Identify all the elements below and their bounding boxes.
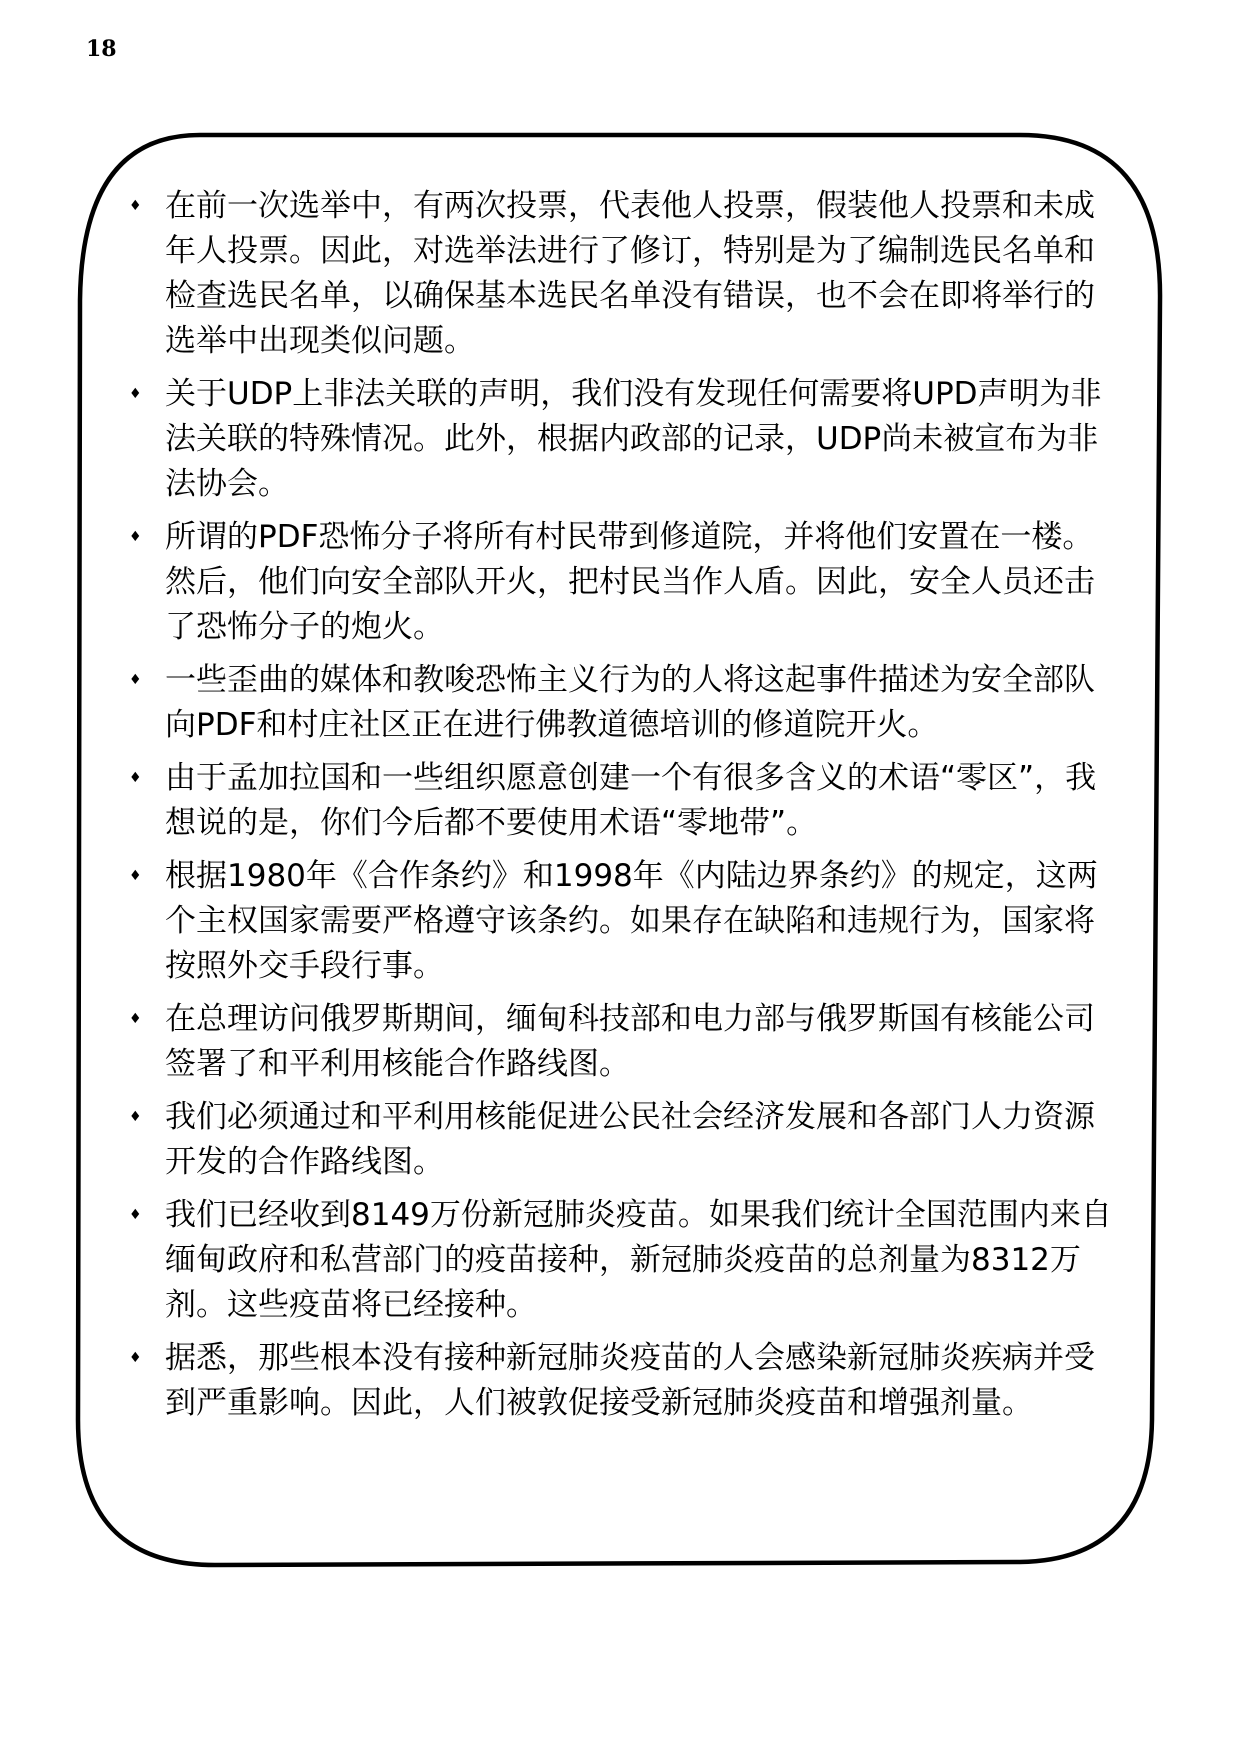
list-item-text: 在总理访问俄罗斯期间，缅甸科技部和电力部与俄罗斯国有核能公司签署了和平利用核能合作路线图。: [165, 1001, 1095, 1082]
bullet-marker: ♦: [129, 1011, 142, 1027]
list-item: [125, 1095, 1115, 1185]
list-item: [125, 1193, 1115, 1328]
list-item: [125, 997, 1115, 1087]
list-item: [125, 184, 1115, 364]
list-item: [125, 854, 1115, 989]
list-item: [125, 1336, 1115, 1426]
bullet-marker: ♦: [129, 770, 142, 786]
list-item-text: 一些歪曲的媒体和教唆恐怖主义行为的人将这起事件描述为安全部队向PDF和村庄社区正在进行佛教道德培训的修道院开火。: [165, 662, 1095, 743]
list-item-text: 所谓的PDF恐怖分子将所有村民带到修道院，并将他们安置在一楼。然后，他们向安全部队开火，把村民当作人盾。因此，安全人员还击了恐怖分子的炮火。: [165, 519, 1095, 645]
list-item: [125, 372, 1115, 507]
list-item-text: 根据1980年《合作条约》和1998年《内陆边界条约》的规定，这两个主权国家需要严格遵守该条约。如果存在缺陷和违规行为，国家将按照外交手段行事。: [165, 858, 1098, 984]
bullet-marker: ♦: [129, 386, 142, 402]
bullet-marker: ♦: [129, 672, 142, 688]
list-item-text: 我们已经收到8149万份新冠肺炎疫苗。如果我们统计全国范围内来自缅甸政府和私营部门的疫苗接种，新冠肺炎疫苗的总剂量为8312万剂。这些疫苗将已经接种。: [165, 1197, 1112, 1323]
bullet-marker: ♦: [129, 1350, 142, 1366]
list-item: [125, 515, 1115, 650]
list-item: [125, 658, 1115, 748]
bullet-list: [125, 184, 1115, 1434]
list-item-text: 由于孟加拉国和一些组织愿意创建一个有很多含义的术语“零区”，我想说的是，你们今后都不要使用术语“零地带”。: [165, 760, 1097, 841]
list-item-text: 我们必须通过和平利用核能促进公民社会经济发展和各部门人力资源开发的合作路线图。: [165, 1099, 1095, 1180]
list-item-text: 在前一次选举中，有两次投票，代表他人投票，假装他人投票和未成年人投票。因此，对选举法进行了修订，特别是为了编制选民名单和检查选民名单，以确保基本选民名单没有错误，也不会在即将举行的选举中出现类似问题。: [165, 188, 1095, 359]
bullet-marker: ♦: [129, 868, 142, 884]
page-number: 18: [86, 36, 117, 62]
list-item: [125, 756, 1115, 846]
bullet-marker: ♦: [129, 1109, 142, 1125]
list-item-text: 关于UDP上非法关联的声明，我们没有发现任何需要将UPD声明为非法关联的特殊情况。此外，根据内政部的记录，UDP尚未被宣布为非法协会。: [165, 376, 1102, 502]
list-item-text: 据悉，那些根本没有接种新冠肺炎疫苗的人会感染新冠肺炎疾病并受到严重影响。因此，人们被敦促接受新冠肺炎疫苗和增强剂量。: [165, 1340, 1095, 1421]
bullet-marker: ♦: [129, 529, 142, 545]
bullet-marker: ♦: [129, 198, 142, 214]
bullet-marker: ♦: [129, 1207, 142, 1223]
